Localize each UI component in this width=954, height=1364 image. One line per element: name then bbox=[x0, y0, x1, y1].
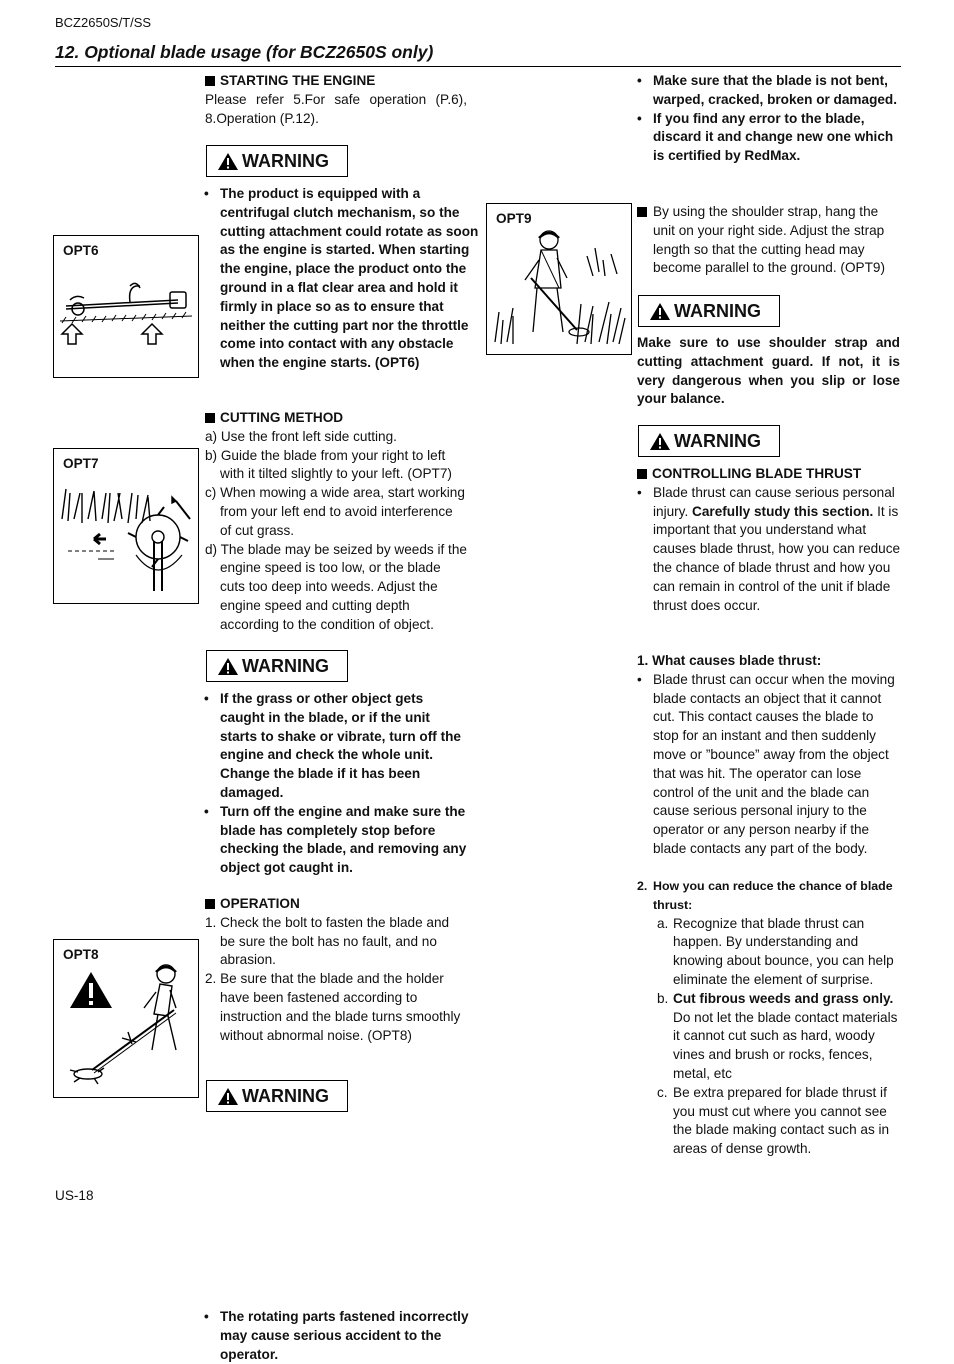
warning-label: WARNING bbox=[242, 1085, 329, 1106]
trimmer-on-ground-illustration bbox=[58, 276, 194, 346]
starting-body: Please refer 5.For safe operation (P.6), 8.Operation (P.12). bbox=[205, 91, 467, 126]
warning-label: WARNING bbox=[242, 150, 329, 171]
blade-check-bullets bbox=[637, 72, 901, 166]
warning-box-1 bbox=[206, 145, 348, 177]
starting-heading: STARTING THE ENGINE bbox=[205, 72, 467, 91]
warning2-bullet: • Turn off the engine and make sure the blade has completely stop before checking the blade, and removing any object got caught in. bbox=[204, 803, 468, 878]
cutting-item: d) The blade may be seized by weeds if the engine speed is too low, or the blade cuts too deep into weeds. Adjust the engine speed and cutting depth according to the condition of object. bbox=[205, 541, 467, 632]
figure-label: OPT9 bbox=[496, 211, 532, 226]
thrust-section bbox=[637, 465, 901, 615]
warning3-bullet: • The rotating parts fastened incorrectly may cause serious accident to the operator. bbox=[204, 1308, 482, 1364]
figure-label: OPT8 bbox=[63, 947, 99, 962]
cutting-item: b) Guide the blade from your right to left with it tilted slightly to your left. (OPT7) bbox=[205, 447, 452, 482]
starting-section bbox=[205, 72, 467, 128]
reduce-item-a: a. Recognize that blade thrust can happen. By understanding and knowing about bounce, you can help eliminate the element of surprise. bbox=[657, 915, 894, 987]
reduce-item-b: b. Cut fibrous weeds and grass only. Do not let the blade contact materials it cannot cut such as hard, woody vines and brush or rocks, fences, metal, etc bbox=[657, 990, 898, 1081]
warning-box-5 bbox=[638, 425, 780, 457]
warning2-bullet: • If the grass or other object gets caught in the blade, or if the unit starts to shake or vibrate, turn off the engine and check the whole unit. Change the blade if it has been damaged. bbox=[204, 690, 468, 803]
warning-triangle-icon bbox=[217, 657, 239, 676]
square-bullet-icon bbox=[205, 899, 215, 909]
warning-triangle-icon bbox=[649, 302, 671, 321]
square-bullet-icon bbox=[205, 76, 215, 86]
operation-item: 1. Check the bolt to fasten the blade and be sure the bolt has no fault, and no abrasion. bbox=[205, 914, 450, 968]
strap-paragraph: By using the shoulder strap, hang the unit on your right side. Adjust the strap length so that the cutting head may become parallel to the ground. (OPT9) bbox=[637, 203, 901, 278]
reduce-section bbox=[637, 877, 901, 1159]
warning-triangle-icon bbox=[649, 432, 671, 451]
thrust-heading: CONTROLLING BLADE THRUST bbox=[637, 465, 901, 484]
figure-opt9 bbox=[486, 203, 632, 355]
warning-label: WARNING bbox=[674, 430, 761, 451]
operation-heading: OPERATION bbox=[205, 895, 467, 914]
figure-label: OPT7 bbox=[63, 456, 99, 471]
warning-triangle-icon bbox=[217, 152, 239, 171]
warning-box-3 bbox=[206, 1080, 348, 1112]
thrust-bullet: • Blade thrust can cause serious personal injury. Carefully study this section. It is important that you understand what causes blade thrust, how you can reduce the chance of blade thrust and how you can remain in control of the unit if blade thrust does occur. bbox=[637, 484, 901, 616]
figure-opt7 bbox=[53, 448, 199, 604]
causes-section bbox=[637, 652, 901, 859]
figure-opt8 bbox=[53, 939, 199, 1098]
blade-check-bullet: • Make sure that the blade is not bent, warped, cracked, broken or damaged. bbox=[637, 72, 901, 110]
warning-box-4 bbox=[638, 295, 780, 327]
causes-bullet: • Blade thrust can occur when the moving blade contacts an object that it cannot cut. This contact causes the blade to stop for an instant and then suddenly move or ”bounce” away from the object that was hit. The operator can lose control of the unit and the blade can cause serious personal injury to the operator or any person nearby if the blade contacts any part of the body. bbox=[637, 671, 901, 859]
warning-box-2 bbox=[206, 650, 348, 682]
warning-triangle-icon bbox=[217, 1087, 239, 1106]
blade-check-bullet: • If you find any error to the blade, discard it and change new one which is certified by RedMax. bbox=[637, 110, 901, 166]
operator-with-shoulder-strap-illustration bbox=[491, 226, 629, 350]
causes-heading: 1. What causes blade thrust: bbox=[637, 653, 822, 668]
title-rule bbox=[55, 66, 901, 67]
operation-item: 2. Be sure that the blade and the holder have been fastened according to instruction and the blade turns smoothly without abnormal noise. (OPT8) bbox=[205, 971, 461, 1043]
model-number: BCZ2650S/T/SS bbox=[55, 15, 152, 30]
figure-label: OPT6 bbox=[63, 243, 99, 258]
warning2-bullets bbox=[204, 690, 468, 878]
page-number: US-18 bbox=[55, 1188, 94, 1203]
warning1-bullet: • The product is equipped with a centrifugal clutch mechanism, so the cutting attachment could rotate as soon as the engine is started. When starting the engine, place the product onto the ground in a flat clear area and hold it firmly in place so as to ensure that neither the cutting part nor the throttle come into contact with any obstacle when the engine starts. (OPT6) bbox=[204, 185, 482, 373]
warning-label: WARNING bbox=[242, 655, 329, 676]
warning-label: WARNING bbox=[674, 300, 761, 321]
cutting-item: a) Use the front left side cutting. bbox=[205, 428, 397, 444]
warning4-text: Make sure to use shoulder strap and cutting attachment guard. If not, it is very dangerous when you slip or lose your balance. bbox=[637, 335, 900, 407]
square-bullet-icon bbox=[205, 413, 215, 423]
cutting-section bbox=[205, 409, 467, 635]
square-bullet-icon bbox=[637, 469, 647, 479]
reduce-item-c: c. Be extra prepared for blade thrust if you must cut where you cannot see the blade making contact such as in areas of dense growth. bbox=[657, 1084, 890, 1157]
cutting-heading: CUTTING METHOD bbox=[205, 409, 467, 428]
cutting-item: c) When mowing a wide area, start working from your left end to avoid interference of cut grass. bbox=[205, 485, 465, 538]
operation-section bbox=[205, 895, 467, 1045]
square-bullet-icon bbox=[637, 207, 647, 217]
blade-cutting-direction-illustration bbox=[58, 479, 196, 599]
reduce-heading: 2. How you can reduce the chance of blade thrust: bbox=[637, 879, 893, 912]
section-title: 12. Optional blade usage (for BCZ2650S only) bbox=[55, 42, 434, 62]
operator-with-trimmer-illustration bbox=[62, 958, 194, 1094]
figure-opt6 bbox=[53, 235, 199, 378]
